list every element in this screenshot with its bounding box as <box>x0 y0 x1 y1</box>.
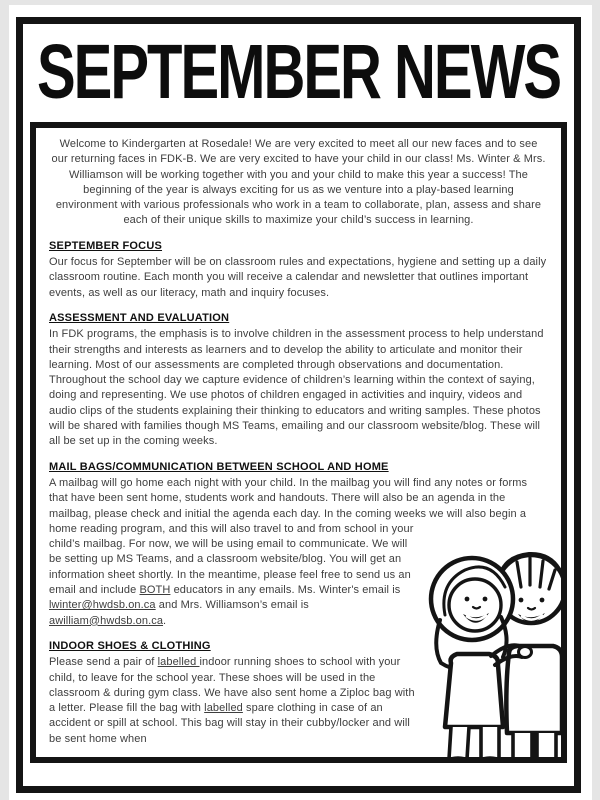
newsletter-page <box>9 5 592 800</box>
section-body-september-focus: Our focus for September will be on classroom rules and expectations, hygiene and setting up a daily classroom routine. Each month you will receive a calendar and newsletter that outlines important events, as well as our literacy, math and inquiry focuses. <box>49 256 547 299</box>
mailbags-text-1: A mailbag will go home each night with your child. In the mailbag you will find any notes or forms that have been sent home, students work and handouts. There will also be an agenda in the mailbag, please check and initial the agenda each day. In the coming weeks we will <box>49 476 528 520</box>
section-body-mailbags <box>49 476 548 629</box>
shoes-text-3: spare clothing in case of an accident or spill at school. This bag will stay in their cubby/locker and will be sent home when <box>49 702 410 745</box>
section-heading-mailbags: MAIL BAGS/COMMUNICATION BETWEEN SCHOOL AND HOME <box>49 460 389 473</box>
page-title: SEPTEMBER NEWS <box>36 29 561 115</box>
section-september-focus <box>49 239 548 301</box>
shoes-text-2: indoor running shoes to school with your child, to leave for the school year. These shoes will be used in the classroom & during gym class. We have also sent home a Ziploc bag with a letter. Please fill the bag with <box>49 656 415 715</box>
mailbags-text-5: . <box>163 614 167 627</box>
shoes-labelled-emphasis-1: labelled <box>157 656 200 669</box>
intro-paragraph: Welcome to Kindergarten at Rosedale! We are very excited to meet all our new faces and to see our returning faces in FDK-B. We are very excited to have your child in our class! Ms. Winter & Mrs. Williamson will be working together with you and your child to make this year a success! The beginning of the year is always exciting for us as we venture into a play-based learning environment with various professionals who work in a team to collaborate, plan, assess and share each of their unique skills to maximize your child’s success in learning. <box>51 138 546 227</box>
mailbags-text-2: also begin a home reading program, and this will also travel to and from school in your child’s mailbag. For now, we will be using email to communicate. We will be setting up MS Teams, and a classroom website/blog. You will get an information sheet shortly. In the meantime, please feel free to send us an email and include <box>49 507 527 597</box>
section-heading-indoor-shoes: INDOOR SHOES & CLOTHING <box>49 639 211 652</box>
mailbags-both-emphasis: BOTH <box>139 584 171 597</box>
section-assessment <box>49 311 548 450</box>
section-heading-september-focus: SEPTEMBER FOCUS <box>49 239 163 252</box>
two-children-hugging-clipart <box>425 525 561 763</box>
newsletter-body-frame <box>30 122 567 763</box>
section-mailbags <box>49 460 548 629</box>
section-heading-assessment: ASSESSMENT AND EVALUATION <box>49 311 230 324</box>
newsletter-outer-frame <box>16 17 581 793</box>
williamson-email-link[interactable]: awilliam@hwdsb.on.ca <box>49 614 164 627</box>
masthead <box>23 24 574 120</box>
section-body-assessment: In FDK programs, the emphasis is to involve children in the assessment process to help understand their strengths and interests as learners and to develop the ability to articulate and monitor their learning. Most of our assessments are completed through observations and documentation. Throughout the school day we capture evidence of children’s learning within the context of saying, doing and representing. We use photos of children engaged in activities and inquiry, videos and audio clips of the students explaining their thinking to educators and writing samples. These photos will be shared with families though MS Teams, emailing and our classroom website/blog. These will all be set up in the coming weeks. <box>49 328 544 448</box>
mailbags-text-3: educators in any emails. Ms. Winter's email is <box>170 584 401 597</box>
shoes-labelled-emphasis-2: labelled <box>204 702 243 715</box>
shoes-text-1: Please send a pair of <box>49 656 158 669</box>
winter-email-link[interactable]: lwinter@hwdsb.on.ca <box>49 599 156 612</box>
mailbags-text-4: and Mrs. Williamson’s email is <box>155 599 309 612</box>
